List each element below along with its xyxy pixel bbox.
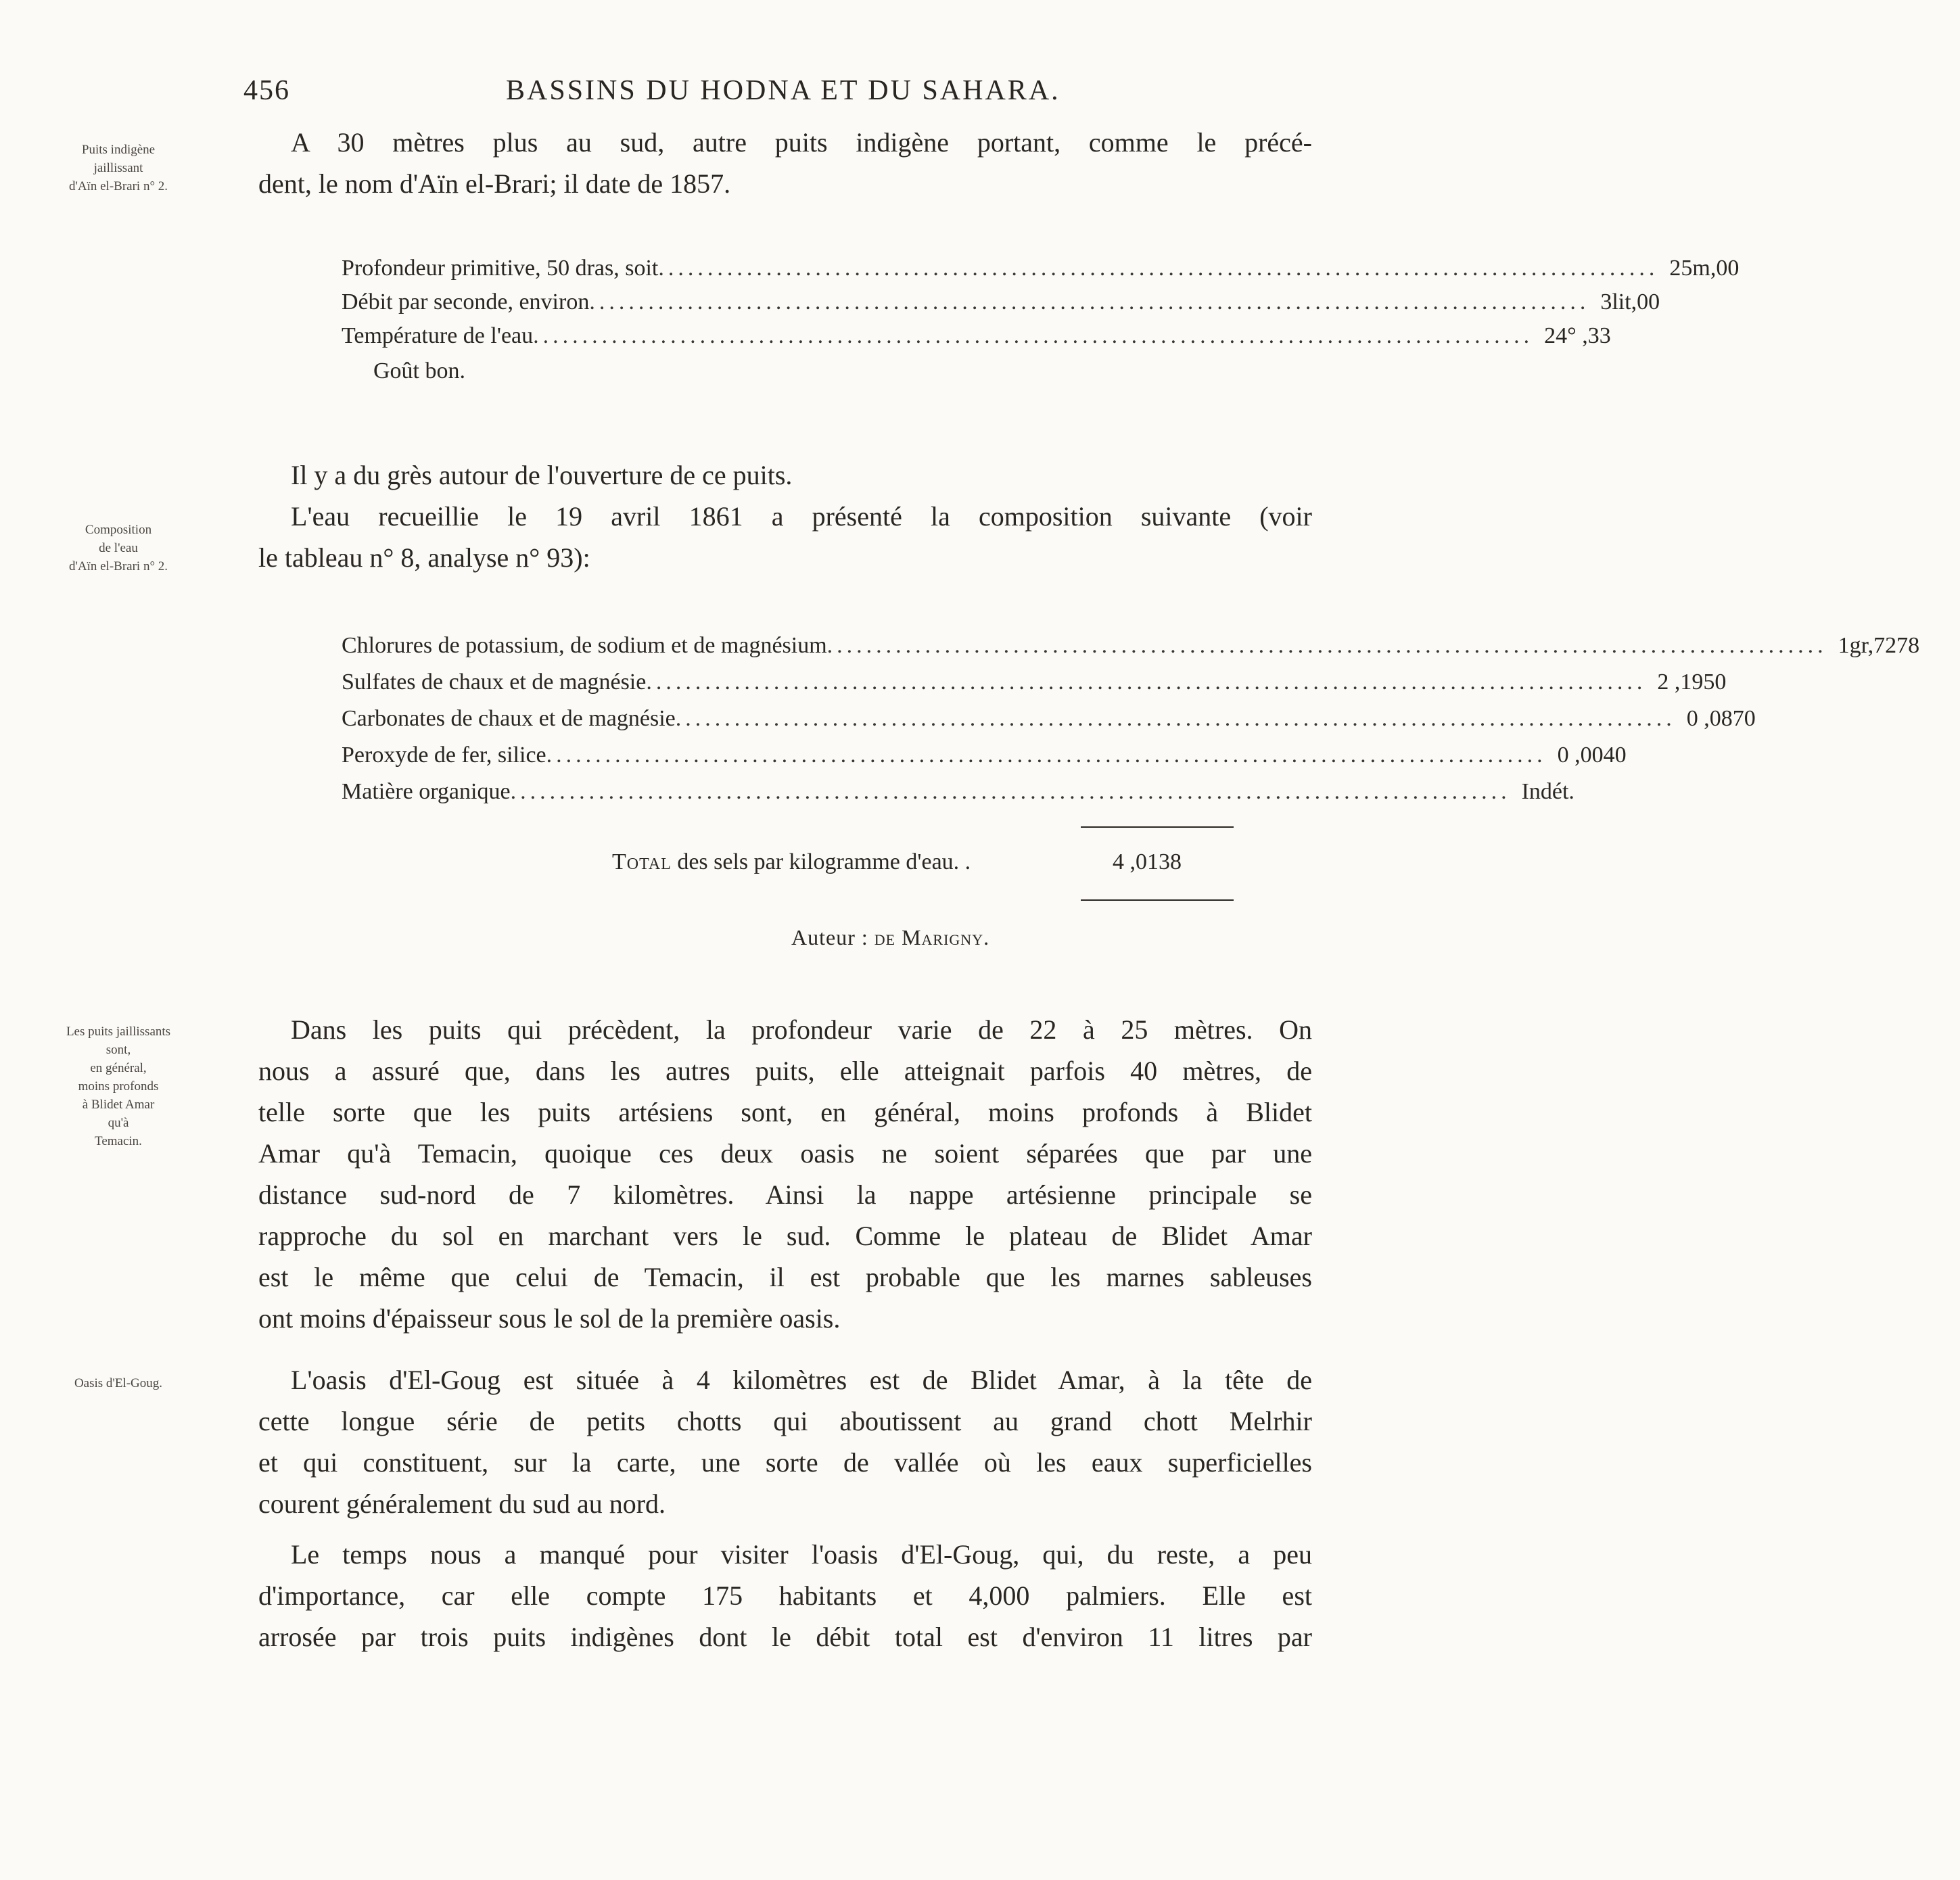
analysis-value: Indét. [1521, 779, 1574, 804]
text-line: L'eau recueillie le 19 avril 1861 a présenté la composition suivante (voir [291, 501, 1312, 532]
text-line: dent, le nom d'Aïn el-Brari; il date de 1857. [258, 168, 731, 199]
analysis-row [342, 629, 1920, 663]
visit-paragraph [258, 1534, 1312, 1658]
text-line: Le temps nous a manqué pour visiter l'oasis d'El-Goug, qui, du reste, a peu [291, 1539, 1312, 1570]
text-line: ont moins d'épaisseur sous le sol de la première oasis. [258, 1303, 841, 1334]
text-line: A 30 mètres plus au sud, autre puits indigène portant, comme le précé- [291, 127, 1312, 158]
total-rule [1081, 899, 1234, 901]
analysis-label: Carbonates de chaux et de magnésie [342, 706, 676, 731]
sidenote-line: Composition [85, 523, 152, 537]
text-line: cette longue série de petits chotts qui aboutissent au grand chott Melrhir [258, 1406, 1312, 1436]
taste-text: Goût bon. [373, 358, 465, 383]
sidenote-line: moins profonds [78, 1079, 159, 1094]
analysis-label: Chlorures de potassium, de sodium et de magnésium [342, 633, 827, 658]
author-credit [791, 925, 989, 950]
analysis-label: Matière organique [342, 779, 511, 804]
well-data-row [342, 319, 1611, 353]
text-line: L'oasis d'El-Goug est située à 4 kilomètres est de Blidet Amar, à la tête de [291, 1365, 1312, 1395]
total-value: 4 ,0138 [1113, 849, 1182, 874]
leader-dots: ...................................................................................................... [658, 256, 1659, 281]
well-data-label: Débit par seconde, environ [342, 289, 590, 314]
well-data-value: 24° ,33 [1544, 323, 1611, 348]
analysis-row [342, 738, 1627, 772]
leader-dots: ...................................................................................................... [826, 633, 1827, 658]
sum-rule [1081, 826, 1234, 828]
text-line: Amar qu'à Temacin, quoique ces deux oasis ne soient séparées que par une [258, 1138, 1312, 1169]
sidenote-composition [20, 521, 216, 575]
text-line: nous a assuré que, dans les autres puits, elle atteignait parfois 40 mètres, de [258, 1056, 1312, 1086]
text-line: courent généralement du sud au nord. [258, 1488, 666, 1519]
sidenote-el-goug [20, 1374, 216, 1392]
well-data-label: Température de l'eau [342, 323, 534, 348]
sidenote-line: Les puits jaillissants [66, 1025, 171, 1039]
text-line: rapproche du sol en marchant vers le sud. Comme le plateau de Blidet Amar [258, 1221, 1312, 1251]
sidenote-line: en général, [90, 1061, 147, 1075]
well-data-label: Profondeur primitive, 50 dras, soit [342, 256, 659, 281]
intro-paragraph [258, 122, 1312, 204]
sidenote-line: jaillissant [93, 161, 143, 175]
text-line: Dans les puits qui précèdent, la profondeur varie de 22 à 25 mètres. On [291, 1014, 1312, 1045]
el-goug-paragraph [258, 1359, 1312, 1524]
text-line: distance sud-nord de 7 kilomètres. Ainsi la nappe artésienne principale se [258, 1179, 1312, 1210]
well-data-value: 25m,00 [1669, 256, 1740, 281]
leader-dots: ...................................................................................................... [646, 669, 1647, 695]
sidenote-line: sont, [106, 1043, 131, 1057]
sidenote-line: d'Aïn el-Brari n° 2. [68, 559, 168, 573]
total-label [612, 845, 1102, 879]
well-data-row [342, 285, 1660, 319]
text-line: telle sorte que les puits artésiens sont, en général, moins profonds à Blidet [258, 1097, 1312, 1127]
total-label-small-caps: Total [612, 849, 672, 874]
sidenote-line: Puits indigène [81, 143, 156, 157]
sidenote-line: de l'eau [99, 541, 138, 555]
well-data-value: 3lit,00 [1600, 289, 1660, 314]
text-line: arrosée par trois puits indigènes dont le débit total est d'environ 11 litres par [258, 1622, 1312, 1652]
leader-dots: ...................................................................................................... [675, 706, 1676, 731]
analysis-label: Peroxyde de fer, silice [342, 743, 546, 768]
analysis-row [342, 702, 1756, 736]
page-number: 456 [243, 75, 290, 106]
sidenote-line: à Blidet Amar [82, 1098, 155, 1112]
running-title: BASSINS DU HODNA ET DU SAHARA. [506, 75, 1060, 106]
depth-paragraph [258, 1009, 1312, 1339]
well-data-row [342, 252, 1740, 285]
sidenote-line: Oasis d'El-Goug. [74, 1376, 163, 1390]
text-line: d'importance, car elle compte 175 habitants et 4,000 palmiers. Elle est [258, 1580, 1312, 1611]
analysis-label: Sulfates de chaux et de magnésie [342, 669, 647, 695]
sidenote-shallow-wells [20, 1023, 216, 1150]
sidenote-line: d'Aïn el-Brari n° 2. [68, 179, 168, 193]
sidenote-line: qu'à [108, 1116, 129, 1130]
text-line: et qui constituent, sur la carte, une sorte de vallée où les eaux superficielles [258, 1447, 1312, 1478]
leader-dots: ...................................................................................................... [589, 289, 1590, 314]
total-label-rest: des sels par kilogramme d'eau. . [671, 849, 971, 874]
analysis-value: 2 ,1950 [1657, 669, 1727, 695]
text-line: Il y a du grès autour de l'ouverture de ce puits. [291, 460, 793, 490]
composition-paragraph [258, 454, 1312, 578]
leader-dots: ...................................................................................................... [546, 743, 1547, 768]
analysis-value: 0 ,0040 [1557, 743, 1627, 768]
leader-dots: ...................................................................................................... [533, 323, 1534, 348]
taste-note [373, 354, 465, 388]
analysis-value: 0 ,0870 [1686, 706, 1756, 731]
analysis-row [342, 775, 1574, 809]
text-line: le tableau n° 8, analyse n° 93): [258, 542, 590, 573]
total-row [612, 845, 1234, 879]
author-prefix: Auteur : [791, 925, 874, 949]
text-line: est le même que celui de Temacin, il est probable que les marnes sableuses [258, 1262, 1312, 1292]
sidenote-well [20, 141, 216, 195]
sidenote-line: Temacin. [95, 1134, 142, 1148]
author-name: de Marigny. [874, 925, 990, 949]
analysis-row [342, 665, 1727, 699]
analysis-value: 1gr,7278 [1838, 633, 1920, 658]
leader-dots: ...................................................................................................... [510, 779, 1511, 804]
